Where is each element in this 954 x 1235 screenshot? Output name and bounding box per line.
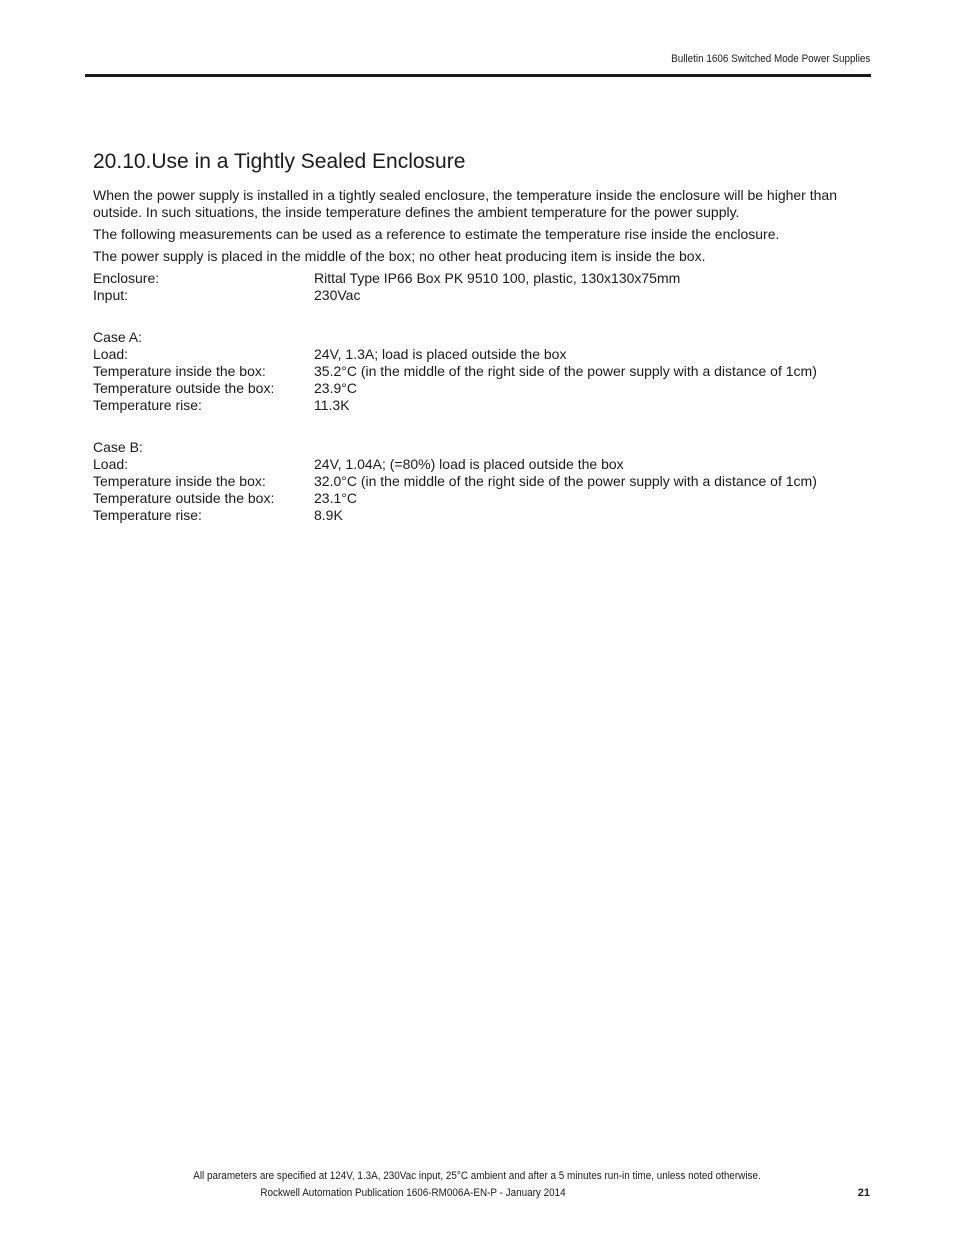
case-b-row-temp-rise bbox=[93, 507, 873, 524]
page-content bbox=[93, 147, 873, 524]
case-b-row-temp-inside bbox=[93, 473, 873, 490]
page-number: 21 bbox=[857, 1187, 870, 1199]
paragraph-placement: The power supply is placed in the middle of the box; no other heat producing item is inside the box. bbox=[93, 248, 706, 264]
header-rule bbox=[85, 74, 871, 77]
spec-value: 32.0°C (in the middle of the right side of the power supply with a distance of 1cm) bbox=[314, 473, 817, 489]
spec-value: 35.2°C (in the middle of the right side of the power supply with a distance of 1cm) bbox=[314, 363, 817, 379]
spec-label: Load: bbox=[93, 456, 129, 472]
spec-row-enclosure bbox=[93, 270, 873, 287]
case-a-row-load bbox=[93, 346, 873, 363]
spec-value: 11.3K bbox=[314, 397, 350, 413]
paragraph-intro: When the power supply is installed in a tightly sealed enclosure, the temperature inside the enclosure will be higher than outside. In such situations, the inside temperature defines the ambient temperature for the power supply. bbox=[93, 187, 837, 220]
case-a-row-temp-inside bbox=[93, 363, 873, 380]
spec-value: Rittal Type IP66 Box PK 9510 100, plastic, 130x130x75mm bbox=[314, 270, 681, 286]
paragraph-reference: The following measurements can be used as a reference to estimate the temperature rise inside the enclosure. bbox=[93, 226, 780, 242]
case-title: Case B: bbox=[93, 439, 143, 455]
spec-value: 24V, 1.04A; (=80%) load is placed outside the box bbox=[314, 456, 624, 472]
header-title: Bulletin 1606 Switched Mode Power Supplies bbox=[670, 53, 870, 65]
case-b-row-load bbox=[93, 456, 873, 473]
spec-label: Enclosure: bbox=[93, 270, 160, 286]
case-title: Case A: bbox=[93, 329, 143, 345]
spec-label: Temperature inside the box: bbox=[93, 473, 266, 489]
case-a-row-temp-rise bbox=[93, 397, 873, 414]
spec-value: 8.9K bbox=[314, 507, 343, 523]
spec-value: 24V, 1.3A; load is placed outside the box bbox=[314, 346, 567, 362]
case-b-title bbox=[93, 439, 873, 456]
footer-publication: Rockwell Automation Publication 1606-RM006A-EN-P - January 2014 bbox=[260, 1187, 566, 1199]
spacer bbox=[93, 414, 873, 439]
case-a-title bbox=[93, 329, 873, 346]
section-heading: 20.10.Use in a Tightly Sealed Enclosure bbox=[93, 150, 466, 173]
spec-label: Temperature outside the box: bbox=[93, 380, 275, 396]
footer-note: All parameters are specified at 124V, 1.3A, 230Vac input, 25°C ambient and after a 5 minutes run-in time, unless noted otherwise. bbox=[193, 1170, 761, 1182]
spec-value: 23.1°C bbox=[314, 490, 357, 506]
spec-label: Load: bbox=[93, 346, 129, 362]
spec-value: 230Vac bbox=[314, 287, 361, 303]
case-a-row-temp-outside bbox=[93, 380, 873, 397]
spec-label: Temperature rise: bbox=[93, 397, 202, 413]
spec-row-input bbox=[93, 287, 873, 304]
spec-label: Temperature inside the box: bbox=[93, 363, 266, 379]
spacer bbox=[93, 304, 873, 329]
spec-value: 23.9°C bbox=[314, 380, 357, 396]
spec-label: Temperature outside the box: bbox=[93, 490, 275, 506]
spec-label: Input: bbox=[93, 287, 129, 303]
case-b-row-temp-outside bbox=[93, 490, 873, 507]
spec-label: Temperature rise: bbox=[93, 507, 202, 523]
